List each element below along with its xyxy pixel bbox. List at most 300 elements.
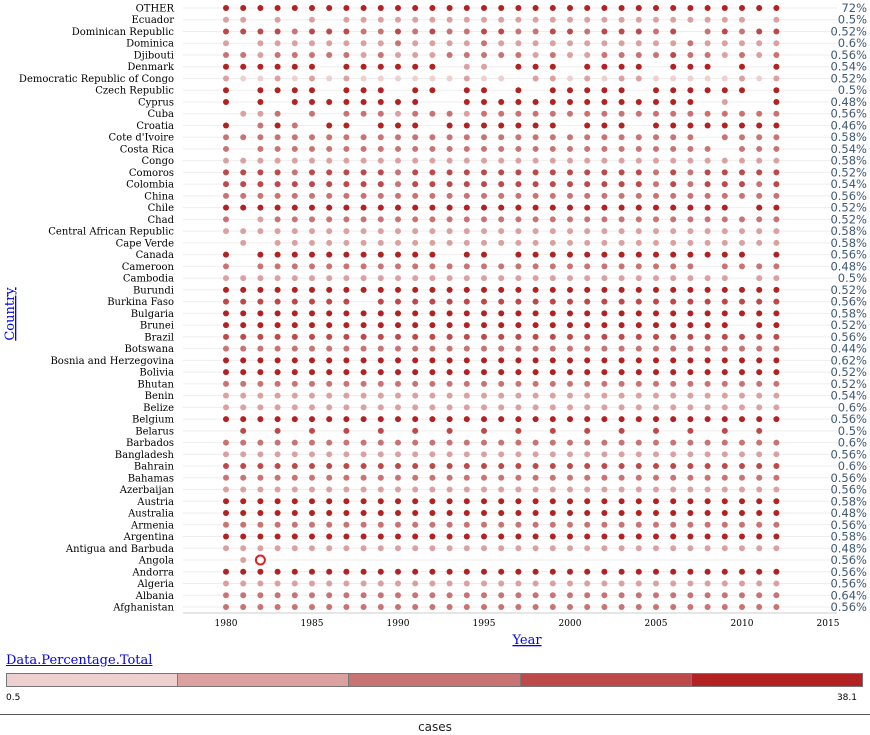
data-point[interactable] [515,534,521,540]
data-point[interactable] [447,510,453,516]
data-point[interactable] [343,205,349,211]
data-point[interactable] [378,134,384,140]
data-point[interactable] [533,299,539,305]
data-point[interactable] [257,205,263,211]
data-point[interactable] [567,310,573,316]
data-point[interactable] [275,416,281,422]
data-point[interactable] [240,17,246,23]
data-point[interactable] [619,146,625,152]
data-point[interactable] [257,592,263,598]
data-point[interactable] [498,216,504,222]
data-point[interactable] [257,287,263,293]
data-point[interactable] [326,158,332,164]
data-point[interactable] [687,275,693,281]
data-point[interactable] [343,146,349,152]
data-point[interactable] [429,275,435,281]
data-point[interactable] [378,169,384,175]
data-point[interactable] [670,440,676,446]
data-point[interactable] [326,487,332,493]
data-point[interactable] [739,17,745,23]
data-point[interactable] [515,299,521,305]
data-point[interactable] [447,416,453,422]
data-point[interactable] [481,310,487,316]
data-point[interactable] [223,569,229,575]
data-point[interactable] [550,569,556,575]
data-point[interactable] [223,510,229,516]
data-point[interactable] [722,545,728,551]
data-point[interactable] [533,263,539,269]
data-point[interactable] [670,122,676,128]
data-point[interactable] [326,522,332,528]
data-point[interactable] [705,193,711,199]
data-point[interactable] [687,263,693,269]
data-point[interactable] [619,252,625,258]
data-point[interactable] [533,604,539,610]
data-point[interactable] [601,17,607,23]
data-point[interactable] [498,169,504,175]
data-point[interactable] [429,75,435,81]
data-point[interactable] [240,64,246,70]
data-point[interactable] [481,487,487,493]
data-point[interactable] [464,404,470,410]
data-point[interactable] [412,357,418,363]
data-point[interactable] [515,369,521,375]
data-point[interactable] [257,134,263,140]
data-point[interactable] [739,146,745,152]
data-point[interactable] [705,393,711,399]
data-point[interactable] [395,357,401,363]
data-point[interactable] [343,581,349,587]
data-point[interactable] [687,381,693,387]
data-point[interactable] [309,75,315,81]
data-point[interactable] [464,111,470,117]
data-point[interactable] [240,393,246,399]
data-point[interactable] [584,17,590,23]
data-point[interactable] [773,393,779,399]
data-point[interactable] [705,522,711,528]
data-point[interactable] [257,75,263,81]
data-point[interactable] [361,581,367,587]
data-point[interactable] [653,369,659,375]
data-point[interactable] [722,416,728,422]
data-point[interactable] [636,510,642,516]
data-point[interactable] [722,252,728,258]
data-point[interactable] [447,581,453,587]
data-point[interactable] [412,75,418,81]
data-point[interactable] [343,40,349,46]
data-point[interactable] [412,604,418,610]
data-point[interactable] [670,158,676,164]
data-point[interactable] [429,381,435,387]
data-point[interactable] [464,263,470,269]
data-point[interactable] [670,205,676,211]
data-point[interactable] [584,440,590,446]
data-point[interactable] [739,240,745,246]
data-point[interactable] [429,440,435,446]
data-point[interactable] [739,346,745,352]
data-point[interactable] [739,451,745,457]
data-point[interactable] [326,275,332,281]
data-point[interactable] [687,310,693,316]
data-point[interactable] [533,158,539,164]
data-point[interactable] [636,169,642,175]
data-point[interactable] [309,99,315,105]
data-point[interactable] [275,357,281,363]
data-point[interactable] [533,216,539,222]
data-point[interactable] [257,28,263,34]
data-point[interactable] [429,158,435,164]
data-point[interactable] [670,581,676,587]
data-point[interactable] [601,346,607,352]
data-point[interactable] [498,369,504,375]
data-point[interactable] [395,158,401,164]
data-point[interactable] [515,545,521,551]
data-point[interactable] [636,40,642,46]
data-point[interactable] [515,99,521,105]
data-point[interactable] [326,263,332,269]
data-point[interactable] [378,158,384,164]
data-point[interactable] [240,158,246,164]
data-point[interactable] [240,404,246,410]
data-point[interactable] [395,346,401,352]
data-point[interactable] [343,75,349,81]
data-point[interactable] [257,357,263,363]
data-point[interactable] [223,475,229,481]
data-point[interactable] [395,498,401,504]
data-point[interactable] [705,122,711,128]
data-point[interactable] [601,216,607,222]
data-point[interactable] [601,393,607,399]
data-point[interactable] [481,369,487,375]
data-point[interactable] [533,357,539,363]
data-point[interactable] [309,111,315,117]
data-point[interactable] [670,87,676,93]
data-point[interactable] [326,122,332,128]
data-point[interactable] [773,604,779,610]
data-point[interactable] [601,498,607,504]
data-point[interactable] [498,240,504,246]
data-point[interactable] [515,334,521,340]
data-point[interactable] [601,581,607,587]
data-point[interactable] [395,99,401,105]
data-point[interactable] [240,322,246,328]
data-point[interactable] [309,28,315,34]
data-point[interactable] [584,416,590,422]
data-point[interactable] [464,475,470,481]
data-point[interactable] [705,581,711,587]
data-point[interactable] [223,299,229,305]
data-point[interactable] [687,299,693,305]
data-point[interactable] [687,146,693,152]
data-point[interactable] [670,451,676,457]
data-point[interactable] [292,581,298,587]
data-point[interactable] [722,52,728,58]
data-point[interactable] [670,275,676,281]
data-point[interactable] [429,87,435,93]
data-point[interactable] [773,40,779,46]
data-point[interactable] [670,28,676,34]
data-point[interactable] [636,111,642,117]
data-point[interactable] [567,322,573,328]
data-point[interactable] [343,181,349,187]
data-point[interactable] [687,134,693,140]
data-point[interactable] [223,581,229,587]
data-point[interactable] [292,216,298,222]
data-point[interactable] [343,451,349,457]
data-point[interactable] [584,228,590,234]
data-point[interactable] [412,263,418,269]
data-point[interactable] [223,404,229,410]
data-point[interactable] [498,475,504,481]
data-point[interactable] [240,5,246,11]
data-point[interactable] [464,369,470,375]
data-point[interactable] [601,205,607,211]
data-point[interactable] [670,263,676,269]
data-point[interactable] [292,87,298,93]
data-point[interactable] [567,193,573,199]
data-point[interactable] [464,181,470,187]
data-point[interactable] [447,146,453,152]
data-point[interactable] [464,393,470,399]
data-point[interactable] [515,487,521,493]
data-point[interactable] [481,440,487,446]
data-point[interactable] [515,5,521,11]
data-point[interactable] [498,287,504,293]
data-point[interactable] [412,146,418,152]
data-point[interactable] [722,534,728,540]
data-point[interactable] [773,228,779,234]
data-point[interactable] [601,357,607,363]
data-point[interactable] [429,322,435,328]
data-point[interactable] [395,299,401,305]
data-point[interactable] [498,228,504,234]
data-point[interactable] [601,287,607,293]
data-point[interactable] [670,75,676,81]
data-point[interactable] [361,146,367,152]
data-point[interactable] [378,381,384,387]
data-point[interactable] [670,40,676,46]
data-point[interactable] [343,592,349,598]
data-point[interactable] [292,498,298,504]
data-point[interactable] [533,369,539,375]
data-point[interactable] [240,310,246,316]
data-point[interactable] [240,545,246,551]
data-point[interactable] [515,440,521,446]
data-point[interactable] [498,5,504,11]
data-point[interactable] [567,475,573,481]
data-point[interactable] [739,193,745,199]
data-point[interactable] [412,545,418,551]
data-point[interactable] [429,487,435,493]
data-point[interactable] [773,240,779,246]
data-point[interactable] [309,592,315,598]
data-point[interactable] [223,545,229,551]
data-point[interactable] [326,299,332,305]
data-point[interactable] [275,181,281,187]
data-point[interactable] [567,522,573,528]
data-point[interactable] [550,28,556,34]
data-point[interactable] [584,193,590,199]
data-point[interactable] [705,416,711,422]
data-point[interactable] [670,404,676,410]
data-point[interactable] [378,146,384,152]
data-point[interactable] [653,475,659,481]
data-point[interactable] [773,299,779,305]
data-point[interactable] [636,193,642,199]
data-point[interactable] [257,228,263,234]
data-point[interactable] [309,263,315,269]
data-point[interactable] [533,569,539,575]
data-point[interactable] [533,75,539,81]
data-point[interactable] [412,216,418,222]
data-point[interactable] [584,534,590,540]
data-point[interactable] [739,463,745,469]
data-point[interactable] [584,205,590,211]
data-point[interactable] [429,228,435,234]
data-point[interactable] [653,216,659,222]
data-point[interactable] [567,263,573,269]
data-point[interactable] [240,75,246,81]
data-point[interactable] [361,205,367,211]
data-point[interactable] [481,263,487,269]
data-point[interactable] [292,463,298,469]
data-point[interactable] [429,181,435,187]
data-point[interactable] [533,228,539,234]
data-point[interactable] [584,75,590,81]
data-point[interactable] [395,569,401,575]
data-point[interactable] [619,99,625,105]
data-point[interactable] [533,17,539,23]
data-point[interactable] [412,393,418,399]
data-point[interactable] [481,393,487,399]
data-point[interactable] [567,393,573,399]
data-point[interactable] [601,134,607,140]
data-point[interactable] [567,287,573,293]
data-point[interactable] [240,569,246,575]
data-point[interactable] [515,17,521,23]
data-point[interactable] [739,569,745,575]
data-point[interactable] [584,287,590,293]
data-point[interactable] [636,545,642,551]
data-point[interactable] [275,440,281,446]
data-point[interactable] [275,75,281,81]
data-point[interactable] [515,322,521,328]
data-point[interactable] [550,299,556,305]
data-point[interactable] [722,510,728,516]
data-point[interactable] [275,534,281,540]
data-point[interactable] [739,252,745,258]
data-point[interactable] [292,322,298,328]
data-point[interactable] [292,604,298,610]
data-point[interactable] [619,475,625,481]
data-point[interactable] [275,381,281,387]
data-point[interactable] [395,487,401,493]
data-point[interactable] [722,346,728,352]
data-point[interactable] [722,322,728,328]
data-point[interactable] [722,569,728,575]
data-point[interactable] [275,252,281,258]
data-point[interactable] [429,134,435,140]
data-point[interactable] [343,310,349,316]
data-point[interactable] [653,146,659,152]
data-point[interactable] [395,252,401,258]
data-point[interactable] [584,99,590,105]
data-point[interactable] [361,181,367,187]
data-point[interactable] [550,193,556,199]
data-point[interactable] [326,240,332,246]
data-point[interactable] [412,581,418,587]
data-point[interactable] [619,510,625,516]
data-point[interactable] [275,487,281,493]
data-point[interactable] [515,475,521,481]
data-point[interactable] [670,522,676,528]
data-point[interactable] [653,545,659,551]
data-point[interactable] [429,404,435,410]
data-point[interactable] [567,134,573,140]
data-point[interactable] [395,393,401,399]
data-point[interactable] [481,52,487,58]
data-point[interactable] [515,404,521,410]
data-point[interactable] [567,75,573,81]
data-point[interactable] [223,228,229,234]
data-point[interactable] [257,263,263,269]
data-point[interactable] [223,357,229,363]
data-point[interactable] [240,369,246,375]
data-point[interactable] [361,252,367,258]
data-point[interactable] [584,275,590,281]
data-point[interactable] [240,52,246,58]
data-point[interactable] [257,87,263,93]
data-point[interactable] [601,487,607,493]
data-point[interactable] [550,17,556,23]
data-point[interactable] [722,181,728,187]
data-point[interactable] [326,75,332,81]
data-point[interactable] [343,569,349,575]
data-point[interactable] [567,346,573,352]
data-point[interactable] [309,369,315,375]
data-point[interactable] [773,193,779,199]
data-point[interactable] [223,28,229,34]
data-point[interactable] [722,5,728,11]
data-point[interactable] [601,451,607,457]
data-point[interactable] [550,357,556,363]
data-point[interactable] [739,581,745,587]
data-point[interactable] [481,111,487,117]
data-point[interactable] [515,275,521,281]
data-point[interactable] [756,40,762,46]
data-point[interactable] [275,146,281,152]
data-point[interactable] [395,52,401,58]
data-point[interactable] [292,545,298,551]
data-point[interactable] [550,228,556,234]
data-point[interactable] [447,428,453,434]
data-point[interactable] [429,369,435,375]
data-point[interactable] [739,40,745,46]
data-point[interactable] [653,428,659,434]
data-point[interactable] [395,216,401,222]
data-point[interactable] [395,522,401,528]
data-point[interactable] [326,28,332,34]
data-point[interactable] [756,569,762,575]
data-point[interactable] [343,357,349,363]
data-point[interactable] [705,404,711,410]
data-point[interactable] [309,404,315,410]
data-point[interactable] [619,604,625,610]
data-point[interactable] [705,275,711,281]
data-point[interactable] [464,498,470,504]
data-point[interactable] [395,334,401,340]
data-point[interactable] [309,604,315,610]
